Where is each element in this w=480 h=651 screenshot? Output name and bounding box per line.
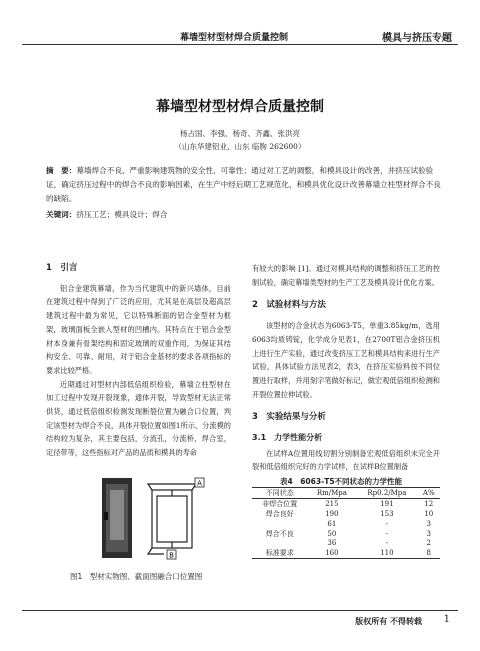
running-header-section: 模具与挤压专题 bbox=[382, 33, 452, 44]
authors: 杨占国、李强、杨奇、齐鑫、张洪亮 bbox=[180, 129, 300, 138]
section-1-heading: 1 引言 bbox=[46, 263, 78, 273]
marker-b-label: B bbox=[169, 551, 174, 560]
keywords-label: 关键词： bbox=[46, 210, 77, 219]
table-cell: 215 bbox=[325, 500, 339, 508]
table-cell: 焊合不良 bbox=[265, 529, 294, 538]
table-row bbox=[252, 529, 440, 539]
table-cell: 12 bbox=[424, 500, 434, 508]
table-cell: 160 bbox=[308, 548, 357, 559]
affiliation: （山东华建铝业，山东 临朐 262600） bbox=[174, 142, 306, 151]
table-cell: 191 bbox=[380, 500, 394, 508]
table-cell: 110 bbox=[356, 548, 417, 559]
table-cell: 61 bbox=[327, 519, 337, 528]
column-header: Rm/Mpa bbox=[308, 488, 357, 499]
section-3-1-heading: 3.1 力学性能分析 bbox=[252, 433, 323, 443]
copyright-notice: 版权所有 不得转载 bbox=[355, 617, 422, 626]
abstract-text: 幕墙焊合不良、严重影响建筑物的安全性、可靠性；通过对工艺的调整，和模具设计的改善，并挤压试验验证，确定挤压过程中的焊合不良的影响因素，在生产中经后期工艺规范化，和模具优化设计改善幕墙立柱型材焊合不良的缺陷。 bbox=[46, 166, 441, 203]
table-cell bbox=[252, 519, 308, 529]
table-cell: 2 bbox=[426, 539, 432, 548]
table-cell: 153 bbox=[380, 510, 394, 518]
abstract-label: 摘 要： bbox=[46, 166, 77, 175]
footer-rule bbox=[22, 610, 458, 611]
cross-section-drawing bbox=[148, 484, 196, 554]
marker-a-label: A bbox=[197, 479, 202, 488]
column-header: A% bbox=[418, 488, 440, 499]
column-header: Rp0.2/Mpa bbox=[356, 488, 417, 499]
page-number: 1 bbox=[443, 614, 450, 625]
table-cell: - bbox=[385, 539, 389, 548]
column-header: 不同状态 bbox=[252, 488, 308, 499]
table-row bbox=[252, 548, 440, 559]
table-header-row bbox=[252, 488, 440, 499]
table-cell: 8 bbox=[418, 548, 440, 559]
keywords-text: 挤压工艺；模具设计；焊合 bbox=[76, 210, 168, 219]
abstract bbox=[46, 164, 441, 206]
header-rule bbox=[22, 44, 458, 45]
section-2-paragraph: 该型材的合金状态为6063-T5，单重3.85kg/m，选用6063均质铸锭，化学成分见表1，在2700T铝合金挤压机上进行生产实验，通过改变挤压工艺和模具结构来进行生产试验，具体试验方法见表2，表3，在挤压实验料按不同位置进行取样，并用刻字笔做好标记，做宏观低倍组织检测和开裂位置拉伸试验。 bbox=[252, 321, 440, 399]
table-cell: 10 bbox=[424, 510, 434, 518]
table-cell: 焊合良好 bbox=[265, 510, 294, 518]
paper-title: 幕墙型材型材焊合质量控制 bbox=[156, 99, 324, 115]
table-row bbox=[252, 539, 440, 549]
table-cell: 36 bbox=[327, 539, 337, 548]
table-row bbox=[252, 519, 440, 529]
table-cell bbox=[252, 539, 308, 549]
section-1-paragraph-2: 近期通过对型材内部低倍组织检验，幕墙立柱型材在加工过程中发现开裂现象，通体开裂，导致型材无法正常供货，通过低倍组织检测发现断裂位置为融合口位置，判定该型材为焊合不良，具体开裂位置如图1所示，分流模的结构较为复杂，其主要包括，分流孔，分流桥，焊合室，定径带等，这些指标对产品的品质和模具的寿命 bbox=[46, 379, 231, 458]
table-cell: 190 bbox=[325, 510, 339, 518]
section-2-heading: 2 试验材料与方法 bbox=[252, 300, 326, 311]
table-cell: 50 bbox=[327, 529, 337, 538]
section-1-paragraph-1: 铝合金建筑幕墙，作为当代建筑中的新兴墙体，目前在建筑过程中得到了广泛的应用，尤其是在高层及超高层建筑过程中最为常见，它以特殊断面的铝合金型材为框架，玻璃面板全嵌入型材的凹槽内。其特点在于铝合金型材本身兼有骨架结构和固定玻璃的双重作用，为保证其结构安全、可靠、耐用，对于铝合金基材的要求各项指标的要求比较严格。 bbox=[46, 283, 231, 375]
mechanical-properties-table bbox=[252, 487, 440, 559]
running-header-title: 幕墙型材型材焊合质量控制 bbox=[180, 33, 289, 43]
section-3-paragraph: 在试样A位置用线切割分别制备宏观低倍组织未完全开裂和低倍组织完好的力学试样，在试样B位置制备 bbox=[252, 448, 440, 472]
left-column bbox=[46, 262, 231, 460]
table-cell: 3 bbox=[426, 529, 432, 538]
profile-photo bbox=[102, 478, 132, 558]
table-caption: 表4 6063-T5不同状态的力学性能 bbox=[280, 477, 403, 486]
right-column-intro: 有较大的影响 [1]。通过对模具结构的调整和挤压工艺的控制试验，确定幕墙类型材的生产工艺及模具设计优化方案。 bbox=[252, 264, 440, 287]
table-cell: 非焊合位置 bbox=[262, 500, 298, 508]
table-cell: - bbox=[385, 519, 389, 528]
table-cell: 3 bbox=[426, 519, 432, 528]
figure-caption: 图1 型材实物图、截面图融合口位置图 bbox=[70, 572, 203, 581]
keywords bbox=[46, 209, 441, 220]
section-3-heading: 3 实验结果与分析 bbox=[252, 412, 326, 423]
weld-position-marker-b bbox=[167, 550, 176, 560]
weld-position-marker-a bbox=[195, 478, 204, 488]
right-column bbox=[252, 262, 440, 474]
table-row bbox=[252, 499, 440, 510]
table-row bbox=[252, 509, 440, 519]
table-cell: - bbox=[385, 529, 389, 538]
table-cell: 标准要求 bbox=[252, 548, 308, 559]
profile-figure bbox=[100, 472, 220, 562]
